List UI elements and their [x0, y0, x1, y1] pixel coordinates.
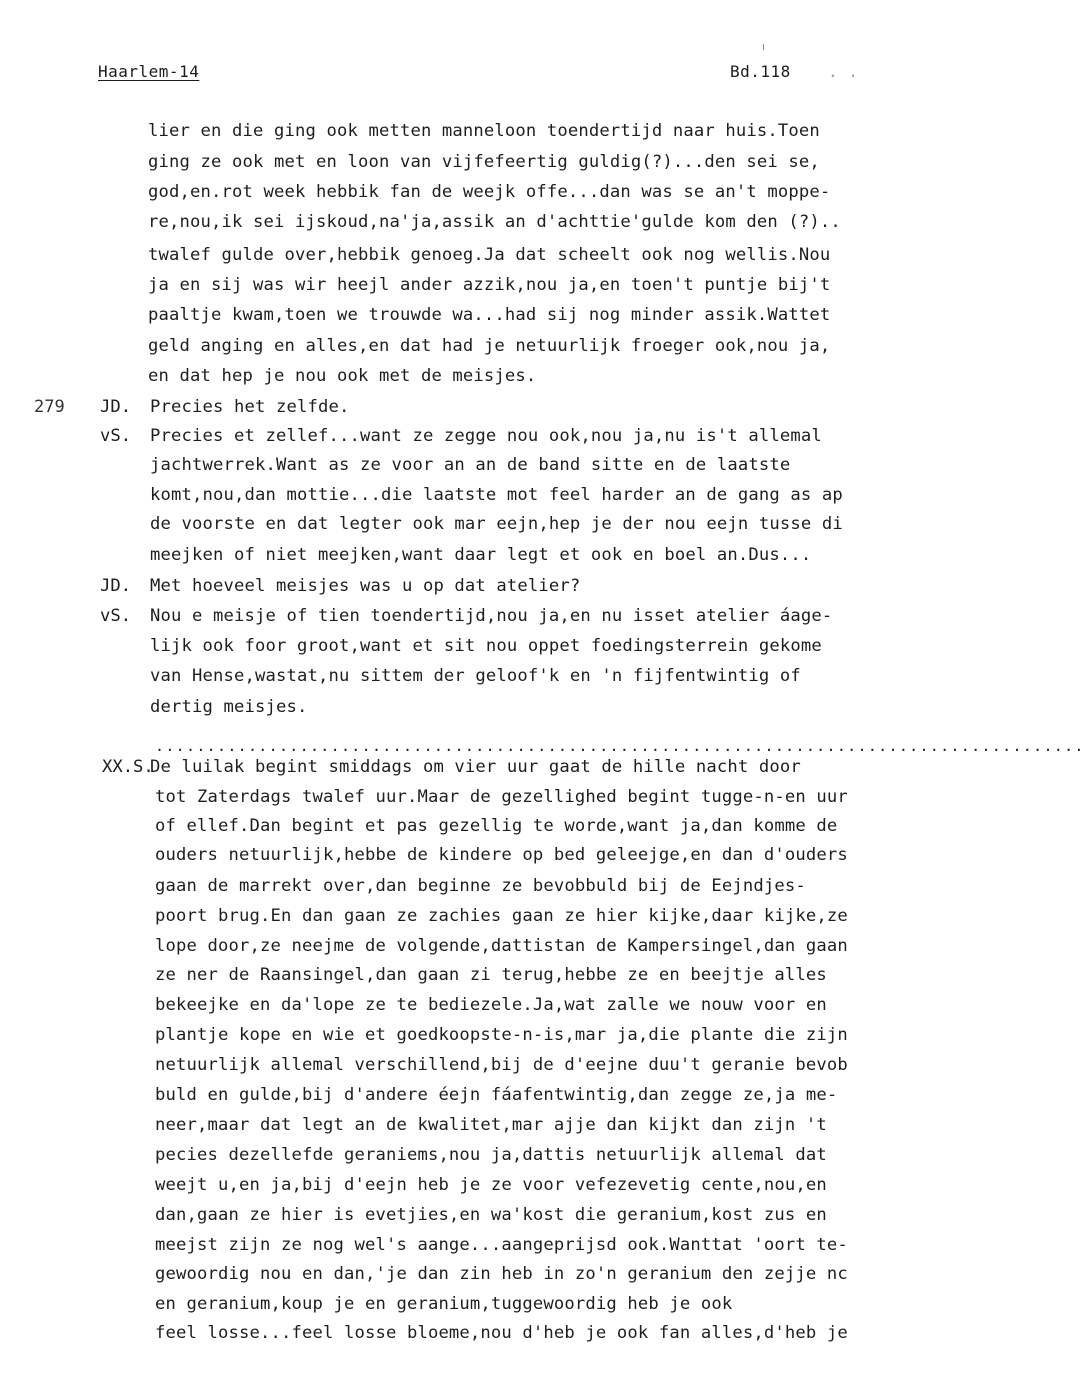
speaker-vs: vS.	[100, 426, 132, 446]
text-line: bekeejke en da'lope ze te bediezele.Ja,wat zalle we nouw voor en	[155, 995, 827, 1015]
page-mark	[763, 44, 764, 50]
text-line: of ellef.Dan begint et pas gezellig te worde,want ja,dan komme de	[155, 816, 838, 836]
speaker-jd: JD.	[100, 576, 132, 596]
text-line: poort brug.En dan gaan ze zachies gaan ze hier kijke,daar kijke,ze	[155, 906, 848, 926]
text-line: en geranium,koup je en geranium,tuggewoordig heb je ook	[155, 1294, 733, 1314]
header-archive-ref: Haarlem-14	[98, 62, 200, 81]
text-line: Precies et zellef...want ze zegge nou ook,nou ja,nu is't allemal	[150, 426, 822, 446]
text-line: re,nou,ik sei ijskoud,na'ja,assik an d'achttie'gulde kom den (?)..	[148, 212, 841, 232]
text-line: van Hense,wastat,nu sittem der geloof'k en 'n fijfentwintig of	[150, 666, 801, 686]
text-line: lier en die ging ook metten manneloon toendertijd naar huis.Toen	[148, 121, 820, 141]
text-line: plantje kope en wie et goedkoopste-n-is,mar ja,die plante die zijn	[155, 1025, 848, 1045]
text-line: Nou e meisje of tien toendertijd,nou ja,en nu isset atelier áage-	[150, 606, 833, 626]
section-separator: ..........................................................................................	[155, 737, 1085, 755]
text-line: gaan de marrekt over,dan beginne ze bevobbuld bij de Eejndjes-	[155, 876, 806, 896]
text-line: weejt u,en ja,bij d'eejn heb je ze voor vefezevetig cente,nou,en	[155, 1175, 827, 1195]
header-volume-page: Bd.118	[730, 62, 791, 81]
text-line: neer,maar dat legt an de kwalitet,mar ajje dan kijkt dan zijn 't	[155, 1115, 827, 1135]
text-line: god,en.rot week hebbik fan de weejk offe...dan was se an't moppe-	[148, 182, 831, 202]
text-line: gewoordig nou en dan,'je dan zin heb in zo'n geranium den zejje nc	[155, 1264, 848, 1284]
margin-number: 279	[34, 397, 65, 417]
speaker-vs: vS.	[100, 606, 132, 626]
text-line: meejst zijn ze nog wel's aange...aangeprijsd ook.Wanttat 'oort te-	[155, 1235, 848, 1255]
speaker-jd: JD.	[100, 397, 132, 417]
text-line: buld en gulde,bij d'andere éejn fáafentwintig,dan zegge ze,ja me-	[155, 1085, 838, 1105]
text-line: jachtwerrek.Want as ze voor an an de band sitte en de laatste	[150, 455, 791, 475]
text-line: pecies dezellefde geraniems,nou ja,dattis netuurlijk allemal dat	[155, 1145, 827, 1165]
text-line: ouders netuurlijk,hebbe de kindere op bed geleejge,en dan d'ouders	[155, 845, 848, 865]
text-line: dertig meisjes.	[150, 697, 308, 717]
text-line: dan,gaan ze hier is evetjies,en wa'kost die geranium,kost zus en	[155, 1205, 827, 1225]
text-line: ja en sij was wir heejl ander azzik,nou ja,en toen't puntje bij't	[148, 275, 831, 295]
text-line: netuurlijk allemal verschillend,bij de d'eejne duu't geranie bevob	[155, 1055, 848, 1075]
text-line: ging ze ook met en loon van vijfefeertig guldig(?)...den sei se,	[148, 152, 820, 172]
text-line: ze ner de Raansingel,dan gaan zi terug,hebbe ze en beejtje alles	[155, 965, 827, 985]
text-line: komt,nou,dan mottie...die laatste mot feel harder an de gang as ap	[150, 485, 843, 505]
text-line: en dat hep je nou ook met de meisjes.	[148, 366, 537, 386]
speaker-xs: XX.S.	[102, 757, 154, 777]
text-line: Met hoeveel meisjes was u op dat atelier?	[150, 576, 581, 596]
text-line: twalef gulde over,hebbik genoeg.Ja dat scheelt ook nog wellis.Nou	[148, 245, 831, 265]
header-dots: . .	[828, 62, 859, 81]
text-line: lijk ook foor groot,want et sit nou oppet foedingsterrein gekome	[150, 636, 822, 656]
text-line: De luilak begint smiddags om vier uur gaat de hille nacht door	[150, 757, 801, 777]
text-line: de voorste en dat legter ook mar eejn,hep je der nou eejn tusse di	[150, 514, 843, 534]
text-line: meejken of niet meejken,want daar legt et ook en boel an.Dus...	[150, 545, 812, 565]
text-line: paaltje kwam,toen we trouwde wa...had sij nog minder assik.Wattet	[148, 305, 831, 325]
text-line: Precies het zelfde.	[150, 397, 350, 417]
text-line: geld anging en alles,en dat had je netuurlijk froeger ook,nou ja,	[148, 336, 831, 356]
text-line: tot Zaterdags twalef uur.Maar de gezellighed begint tugge-n-en uur	[155, 787, 848, 807]
text-line: lope door,ze neejme de volgende,dattistan de Kampersingel,dan gaan	[155, 936, 848, 956]
text-line: feel losse...feel losse bloeme,nou d'heb je ook fan alles,d'heb je	[155, 1323, 848, 1343]
